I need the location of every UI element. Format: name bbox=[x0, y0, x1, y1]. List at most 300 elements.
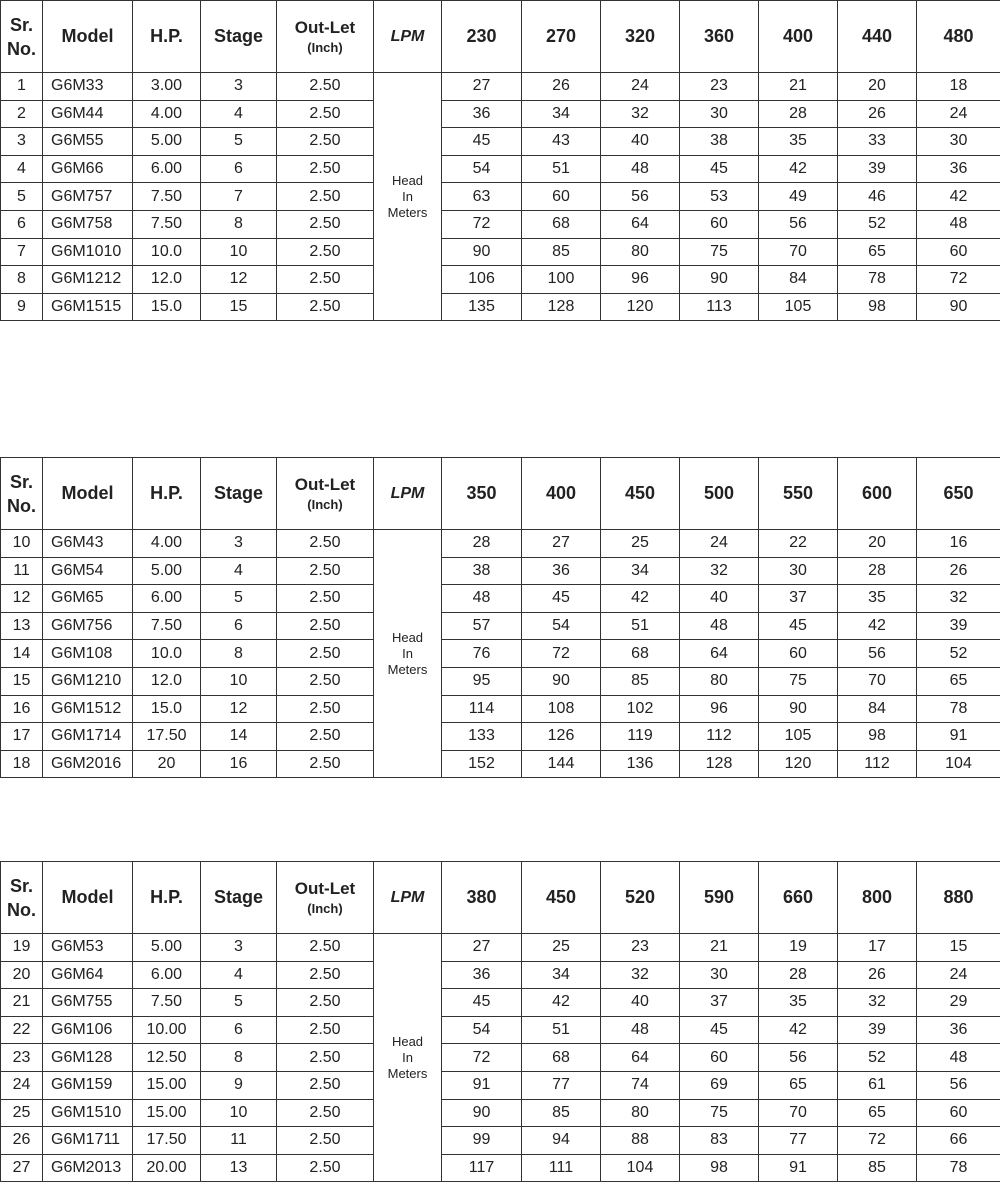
head-value-cell: 64 bbox=[680, 640, 759, 668]
head-value-cell: 35 bbox=[759, 989, 838, 1017]
head-value-cell: 68 bbox=[601, 640, 680, 668]
sr-no-cell: 12 bbox=[1, 585, 43, 613]
lpm-value-header: 230 bbox=[442, 1, 522, 73]
head-value-cell: 65 bbox=[838, 238, 917, 266]
head-value-cell: 84 bbox=[759, 266, 838, 294]
head-value-cell: 27 bbox=[442, 73, 522, 101]
hp-cell: 15.0 bbox=[133, 695, 201, 723]
model-cell: G6M108 bbox=[43, 640, 133, 668]
head-value-cell: 70 bbox=[759, 1099, 838, 1127]
head-value-cell: 45 bbox=[442, 128, 522, 156]
stage-cell: 11 bbox=[201, 1127, 277, 1155]
head-value-cell: 72 bbox=[442, 1044, 522, 1072]
lpm-value-header: 360 bbox=[680, 1, 759, 73]
stage-header: Stage bbox=[201, 862, 277, 934]
outlet-cell: 2.50 bbox=[277, 155, 374, 183]
lpm-value-header: 320 bbox=[601, 1, 680, 73]
head-value-cell: 24 bbox=[680, 530, 759, 558]
table-row bbox=[1, 128, 1000, 156]
head-value-cell: 63 bbox=[442, 183, 522, 211]
stage-cell: 8 bbox=[201, 1044, 277, 1072]
hp-cell: 5.00 bbox=[133, 934, 201, 962]
stage-cell: 14 bbox=[201, 723, 277, 751]
head-note-line2: In bbox=[402, 1049, 413, 1065]
sr-no-cell: 21 bbox=[1, 989, 43, 1017]
stage-cell: 9 bbox=[201, 1071, 277, 1099]
head-value-cell: 45 bbox=[522, 585, 601, 613]
head-value-cell: 39 bbox=[838, 155, 917, 183]
head-value-cell: 70 bbox=[838, 667, 917, 695]
table-row bbox=[1, 100, 1000, 128]
head-value-cell: 32 bbox=[601, 100, 680, 128]
head-value-cell: 45 bbox=[759, 612, 838, 640]
lpm-value-header: 350 bbox=[442, 458, 522, 530]
outlet-cell: 2.50 bbox=[277, 585, 374, 613]
head-value-cell: 80 bbox=[601, 1099, 680, 1127]
head-value-cell: 34 bbox=[601, 557, 680, 585]
head-value-cell: 48 bbox=[917, 1044, 1000, 1072]
head-in-meters-note bbox=[374, 934, 442, 1182]
head-value-cell: 28 bbox=[759, 100, 838, 128]
model-cell: G6M2013 bbox=[43, 1154, 133, 1182]
head-value-cell: 104 bbox=[917, 750, 1000, 778]
head-value-cell: 75 bbox=[680, 1099, 759, 1127]
head-value-cell: 56 bbox=[917, 1071, 1000, 1099]
head-value-cell: 37 bbox=[680, 989, 759, 1017]
outlet-cell: 2.50 bbox=[277, 750, 374, 778]
stage-cell: 13 bbox=[201, 1154, 277, 1182]
head-value-cell: 119 bbox=[601, 723, 680, 751]
hp-cell: 12.0 bbox=[133, 266, 201, 294]
head-value-cell: 26 bbox=[838, 961, 917, 989]
head-value-cell: 52 bbox=[838, 210, 917, 238]
pump-spec-table-3 bbox=[0, 861, 1000, 1182]
head-value-cell: 20 bbox=[838, 530, 917, 558]
head-value-cell: 24 bbox=[917, 961, 1000, 989]
head-value-cell: 24 bbox=[917, 100, 1000, 128]
head-value-cell: 120 bbox=[759, 750, 838, 778]
head-value-cell: 36 bbox=[522, 557, 601, 585]
sr-no-cell: 23 bbox=[1, 1044, 43, 1072]
head-value-cell: 34 bbox=[522, 961, 601, 989]
stage-cell: 8 bbox=[201, 210, 277, 238]
table-row bbox=[1, 266, 1000, 294]
model-cell: G6M1711 bbox=[43, 1127, 133, 1155]
head-value-cell: 68 bbox=[522, 210, 601, 238]
outlet-cell: 2.50 bbox=[277, 183, 374, 211]
head-note-line3: Meters bbox=[387, 661, 428, 677]
outlet-cell: 2.50 bbox=[277, 1127, 374, 1155]
head-value-cell: 88 bbox=[601, 1127, 680, 1155]
head-value-cell: 98 bbox=[838, 293, 917, 321]
outlet-cell: 2.50 bbox=[277, 73, 374, 101]
sr-no-cell: 17 bbox=[1, 723, 43, 751]
head-value-cell: 126 bbox=[522, 723, 601, 751]
head-value-cell: 30 bbox=[917, 128, 1000, 156]
head-value-cell: 40 bbox=[680, 585, 759, 613]
outlet-cell: 2.50 bbox=[277, 667, 374, 695]
sr-no-cell: 25 bbox=[1, 1099, 43, 1127]
head-value-cell: 51 bbox=[522, 1016, 601, 1044]
sr-header-line1: Sr. bbox=[9, 875, 34, 896]
head-value-cell: 38 bbox=[442, 557, 522, 585]
table-row bbox=[1, 1016, 1000, 1044]
outlet-header-unit: (Inch) bbox=[307, 900, 343, 916]
hp-cell: 5.00 bbox=[133, 128, 201, 156]
hp-cell: 4.00 bbox=[133, 100, 201, 128]
outlet-header bbox=[277, 1, 374, 73]
head-value-cell: 57 bbox=[442, 612, 522, 640]
head-value-cell: 91 bbox=[442, 1071, 522, 1099]
head-note-line3: Meters bbox=[387, 1065, 428, 1081]
lpm-header: LPM bbox=[374, 862, 442, 934]
head-value-cell: 112 bbox=[838, 750, 917, 778]
head-value-cell: 56 bbox=[601, 183, 680, 211]
outlet-header-label: Out-Let bbox=[294, 878, 356, 898]
head-value-cell: 27 bbox=[442, 934, 522, 962]
sr-no-cell: 7 bbox=[1, 238, 43, 266]
outlet-cell: 2.50 bbox=[277, 1071, 374, 1099]
head-value-cell: 72 bbox=[442, 210, 522, 238]
model-cell: G6M1515 bbox=[43, 293, 133, 321]
model-cell: G6M54 bbox=[43, 557, 133, 585]
stage-cell: 15 bbox=[201, 293, 277, 321]
model-cell: G6M44 bbox=[43, 100, 133, 128]
sr-no-cell: 26 bbox=[1, 1127, 43, 1155]
sr-no-cell: 3 bbox=[1, 128, 43, 156]
sr-no-cell: 16 bbox=[1, 695, 43, 723]
head-value-cell: 36 bbox=[442, 100, 522, 128]
head-value-cell: 36 bbox=[442, 961, 522, 989]
head-value-cell: 52 bbox=[917, 640, 1000, 668]
head-value-cell: 51 bbox=[601, 612, 680, 640]
head-value-cell: 99 bbox=[442, 1127, 522, 1155]
head-value-cell: 113 bbox=[680, 293, 759, 321]
head-value-cell: 21 bbox=[680, 934, 759, 962]
head-value-cell: 76 bbox=[442, 640, 522, 668]
head-value-cell: 61 bbox=[838, 1071, 917, 1099]
head-value-cell: 36 bbox=[917, 155, 1000, 183]
head-value-cell: 20 bbox=[838, 73, 917, 101]
head-value-cell: 80 bbox=[680, 667, 759, 695]
sr-no-cell: 11 bbox=[1, 557, 43, 585]
head-value-cell: 54 bbox=[442, 155, 522, 183]
head-value-cell: 26 bbox=[522, 73, 601, 101]
head-value-cell: 30 bbox=[680, 961, 759, 989]
head-value-cell: 32 bbox=[601, 961, 680, 989]
model-cell: G6M1210 bbox=[43, 667, 133, 695]
head-value-cell: 80 bbox=[601, 238, 680, 266]
lpm-value-header: 520 bbox=[601, 862, 680, 934]
model-cell: G6M1510 bbox=[43, 1099, 133, 1127]
sr-no-header bbox=[1, 1, 43, 73]
hp-cell: 17.50 bbox=[133, 723, 201, 751]
head-value-cell: 32 bbox=[917, 585, 1000, 613]
table-row bbox=[1, 210, 1000, 238]
head-value-cell: 104 bbox=[601, 1154, 680, 1182]
sr-header-line2: No. bbox=[7, 899, 36, 920]
lpm-value-header: 450 bbox=[601, 458, 680, 530]
head-value-cell: 39 bbox=[838, 1016, 917, 1044]
head-value-cell: 65 bbox=[838, 1099, 917, 1127]
hp-cell: 7.50 bbox=[133, 210, 201, 238]
head-value-cell: 68 bbox=[522, 1044, 601, 1072]
outlet-header bbox=[277, 862, 374, 934]
head-value-cell: 54 bbox=[442, 1016, 522, 1044]
hp-cell: 12.0 bbox=[133, 667, 201, 695]
table-row bbox=[1, 530, 1000, 558]
head-value-cell: 98 bbox=[838, 723, 917, 751]
table-row bbox=[1, 1127, 1000, 1155]
head-in-meters-note bbox=[374, 73, 442, 321]
lpm-value-header: 590 bbox=[680, 862, 759, 934]
head-value-cell: 96 bbox=[601, 266, 680, 294]
outlet-cell: 2.50 bbox=[277, 266, 374, 294]
stage-cell: 6 bbox=[201, 1016, 277, 1044]
head-value-cell: 136 bbox=[601, 750, 680, 778]
hp-cell: 6.00 bbox=[133, 155, 201, 183]
hp-cell: 10.00 bbox=[133, 1016, 201, 1044]
table-row bbox=[1, 585, 1000, 613]
head-value-cell: 39 bbox=[917, 612, 1000, 640]
model-cell: G6M43 bbox=[43, 530, 133, 558]
hp-header: H.P. bbox=[133, 1, 201, 73]
table-row bbox=[1, 695, 1000, 723]
head-value-cell: 65 bbox=[759, 1071, 838, 1099]
stage-cell: 5 bbox=[201, 989, 277, 1017]
lpm-value-header: 600 bbox=[838, 458, 917, 530]
header-row bbox=[1, 1, 1000, 73]
hp-header: H.P. bbox=[133, 458, 201, 530]
table-row bbox=[1, 1154, 1000, 1182]
hp-cell: 7.50 bbox=[133, 989, 201, 1017]
table-row bbox=[1, 1044, 1000, 1072]
outlet-cell: 2.50 bbox=[277, 128, 374, 156]
head-value-cell: 74 bbox=[601, 1071, 680, 1099]
outlet-cell: 2.50 bbox=[277, 1154, 374, 1182]
head-value-cell: 66 bbox=[917, 1127, 1000, 1155]
hp-cell: 12.50 bbox=[133, 1044, 201, 1072]
head-value-cell: 29 bbox=[917, 989, 1000, 1017]
model-cell: G6M106 bbox=[43, 1016, 133, 1044]
head-value-cell: 45 bbox=[680, 1016, 759, 1044]
sr-no-cell: 9 bbox=[1, 293, 43, 321]
outlet-cell: 2.50 bbox=[277, 530, 374, 558]
head-value-cell: 84 bbox=[838, 695, 917, 723]
stage-cell: 4 bbox=[201, 557, 277, 585]
sr-no-cell: 27 bbox=[1, 1154, 43, 1182]
head-value-cell: 105 bbox=[759, 293, 838, 321]
head-value-cell: 72 bbox=[917, 266, 1000, 294]
sr-no-cell: 10 bbox=[1, 530, 43, 558]
head-value-cell: 28 bbox=[838, 557, 917, 585]
stage-cell: 7 bbox=[201, 183, 277, 211]
head-value-cell: 128 bbox=[680, 750, 759, 778]
outlet-cell: 2.50 bbox=[277, 293, 374, 321]
head-value-cell: 90 bbox=[442, 1099, 522, 1127]
hp-cell: 15.0 bbox=[133, 293, 201, 321]
head-value-cell: 94 bbox=[522, 1127, 601, 1155]
head-value-cell: 78 bbox=[917, 695, 1000, 723]
head-value-cell: 72 bbox=[522, 640, 601, 668]
head-value-cell: 43 bbox=[522, 128, 601, 156]
lpm-value-header: 270 bbox=[522, 1, 601, 73]
model-cell: G6M757 bbox=[43, 183, 133, 211]
stage-cell: 10 bbox=[201, 667, 277, 695]
head-value-cell: 42 bbox=[838, 612, 917, 640]
model-cell: G6M1010 bbox=[43, 238, 133, 266]
sr-header-line1: Sr. bbox=[9, 471, 34, 492]
outlet-cell: 2.50 bbox=[277, 989, 374, 1017]
sr-no-cell: 18 bbox=[1, 750, 43, 778]
outlet-header-label: Out-Let bbox=[294, 474, 356, 494]
sr-no-cell: 8 bbox=[1, 266, 43, 294]
head-value-cell: 28 bbox=[759, 961, 838, 989]
head-value-cell: 38 bbox=[680, 128, 759, 156]
head-value-cell: 32 bbox=[680, 557, 759, 585]
head-value-cell: 78 bbox=[838, 266, 917, 294]
head-value-cell: 24 bbox=[601, 73, 680, 101]
head-value-cell: 42 bbox=[759, 1016, 838, 1044]
stage-cell: 16 bbox=[201, 750, 277, 778]
sr-no-header bbox=[1, 862, 43, 934]
outlet-cell: 2.50 bbox=[277, 934, 374, 962]
lpm-value-header: 500 bbox=[680, 458, 759, 530]
head-value-cell: 106 bbox=[442, 266, 522, 294]
head-value-cell: 17 bbox=[838, 934, 917, 962]
table-row bbox=[1, 640, 1000, 668]
outlet-header-label: Out-Let bbox=[294, 17, 356, 37]
sr-no-cell: 20 bbox=[1, 961, 43, 989]
head-value-cell: 33 bbox=[838, 128, 917, 156]
head-value-cell: 128 bbox=[522, 293, 601, 321]
sr-no-cell: 6 bbox=[1, 210, 43, 238]
head-value-cell: 49 bbox=[759, 183, 838, 211]
lpm-value-header: 650 bbox=[917, 458, 1000, 530]
stage-cell: 12 bbox=[201, 266, 277, 294]
head-value-cell: 54 bbox=[522, 612, 601, 640]
hp-cell: 7.50 bbox=[133, 612, 201, 640]
lpm-value-header: 800 bbox=[838, 862, 917, 934]
model-header: Model bbox=[43, 862, 133, 934]
lpm-value-header: 480 bbox=[917, 1, 1000, 73]
model-cell: G6M756 bbox=[43, 612, 133, 640]
head-value-cell: 111 bbox=[522, 1154, 601, 1182]
hp-cell: 20 bbox=[133, 750, 201, 778]
stage-cell: 5 bbox=[201, 585, 277, 613]
hp-cell: 10.0 bbox=[133, 238, 201, 266]
sr-no-cell: 1 bbox=[1, 73, 43, 101]
lpm-header: LPM bbox=[374, 458, 442, 530]
outlet-cell: 2.50 bbox=[277, 238, 374, 266]
sr-no-cell: 15 bbox=[1, 667, 43, 695]
model-cell: G6M159 bbox=[43, 1071, 133, 1099]
outlet-header bbox=[277, 458, 374, 530]
head-value-cell: 96 bbox=[680, 695, 759, 723]
stage-cell: 10 bbox=[201, 238, 277, 266]
head-value-cell: 42 bbox=[601, 585, 680, 613]
sr-no-cell: 22 bbox=[1, 1016, 43, 1044]
head-value-cell: 85 bbox=[522, 238, 601, 266]
table-row bbox=[1, 723, 1000, 751]
lpm-value-header: 880 bbox=[917, 862, 1000, 934]
sr-no-header bbox=[1, 458, 43, 530]
head-value-cell: 45 bbox=[442, 989, 522, 1017]
table-row bbox=[1, 961, 1000, 989]
head-value-cell: 135 bbox=[442, 293, 522, 321]
hp-cell: 6.00 bbox=[133, 961, 201, 989]
head-value-cell: 26 bbox=[917, 557, 1000, 585]
table-row bbox=[1, 1071, 1000, 1099]
head-value-cell: 56 bbox=[759, 1044, 838, 1072]
hp-cell: 3.00 bbox=[133, 73, 201, 101]
hp-cell: 5.00 bbox=[133, 557, 201, 585]
head-value-cell: 19 bbox=[759, 934, 838, 962]
lpm-header: LPM bbox=[374, 1, 442, 73]
lpm-value-header: 440 bbox=[838, 1, 917, 73]
head-value-cell: 51 bbox=[522, 155, 601, 183]
table-row bbox=[1, 934, 1000, 962]
head-value-cell: 60 bbox=[522, 183, 601, 211]
model-cell: G6M2016 bbox=[43, 750, 133, 778]
head-value-cell: 25 bbox=[522, 934, 601, 962]
head-value-cell: 34 bbox=[522, 100, 601, 128]
head-value-cell: 85 bbox=[838, 1154, 917, 1182]
head-value-cell: 40 bbox=[601, 989, 680, 1017]
head-value-cell: 72 bbox=[838, 1127, 917, 1155]
head-value-cell: 98 bbox=[680, 1154, 759, 1182]
head-note-line1: Head bbox=[391, 172, 424, 188]
head-value-cell: 42 bbox=[522, 989, 601, 1017]
outlet-cell: 2.50 bbox=[277, 612, 374, 640]
head-value-cell: 75 bbox=[759, 667, 838, 695]
sr-no-cell: 4 bbox=[1, 155, 43, 183]
head-value-cell: 23 bbox=[601, 934, 680, 962]
outlet-cell: 2.50 bbox=[277, 723, 374, 751]
head-value-cell: 102 bbox=[601, 695, 680, 723]
head-value-cell: 37 bbox=[759, 585, 838, 613]
sr-header-line2: No. bbox=[7, 38, 36, 59]
head-value-cell: 60 bbox=[680, 210, 759, 238]
hp-cell: 4.00 bbox=[133, 530, 201, 558]
head-value-cell: 25 bbox=[601, 530, 680, 558]
sr-no-cell: 13 bbox=[1, 612, 43, 640]
outlet-cell: 2.50 bbox=[277, 210, 374, 238]
model-header: Model bbox=[43, 1, 133, 73]
stage-header: Stage bbox=[201, 1, 277, 73]
sr-header-line2: No. bbox=[7, 495, 36, 516]
head-value-cell: 26 bbox=[838, 100, 917, 128]
hp-header: H.P. bbox=[133, 862, 201, 934]
stage-cell: 5 bbox=[201, 128, 277, 156]
lpm-value-header: 380 bbox=[442, 862, 522, 934]
outlet-cell: 2.50 bbox=[277, 557, 374, 585]
table-row bbox=[1, 155, 1000, 183]
head-note-line2: In bbox=[402, 188, 413, 204]
head-value-cell: 133 bbox=[442, 723, 522, 751]
head-value-cell: 90 bbox=[917, 293, 1000, 321]
outlet-cell: 2.50 bbox=[277, 1016, 374, 1044]
head-value-cell: 112 bbox=[680, 723, 759, 751]
head-value-cell: 18 bbox=[917, 73, 1000, 101]
head-value-cell: 91 bbox=[917, 723, 1000, 751]
head-value-cell: 90 bbox=[680, 266, 759, 294]
table-row bbox=[1, 750, 1000, 778]
head-value-cell: 35 bbox=[838, 585, 917, 613]
head-value-cell: 46 bbox=[838, 183, 917, 211]
outlet-cell: 2.50 bbox=[277, 100, 374, 128]
table-row bbox=[1, 73, 1000, 101]
